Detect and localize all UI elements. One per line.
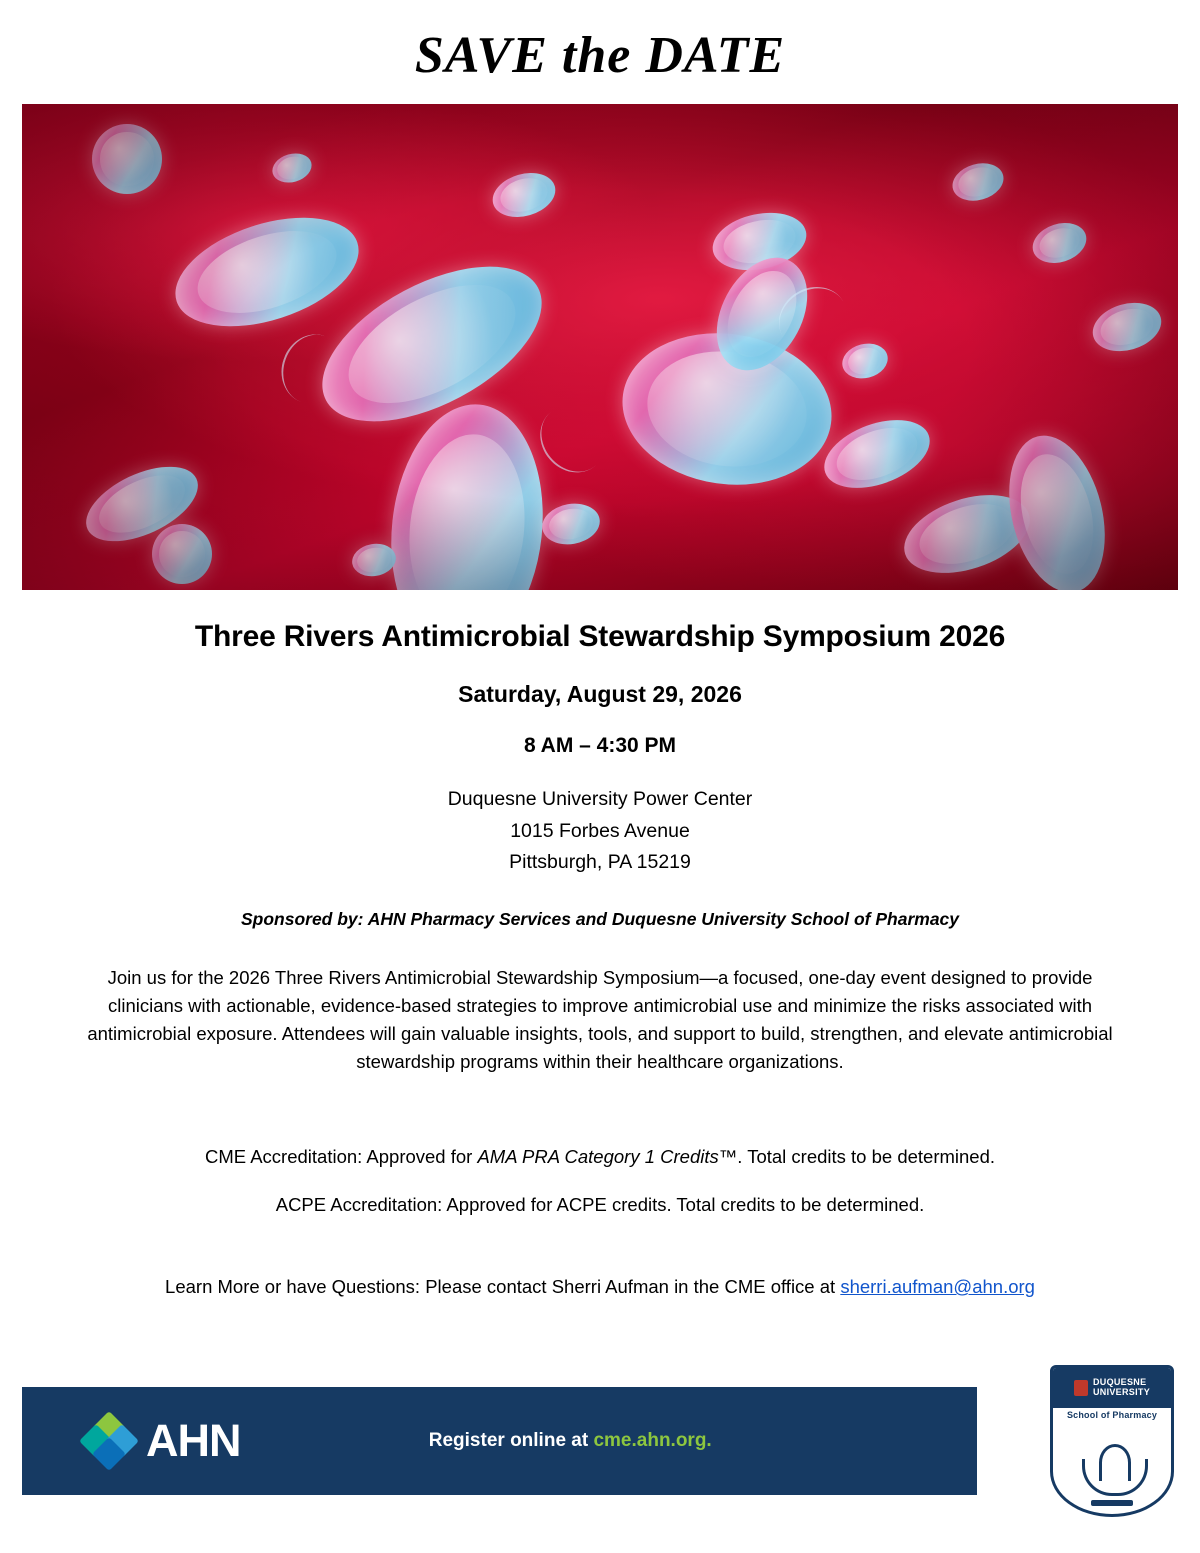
hero-image bbox=[22, 104, 1178, 590]
event-time: 8 AM – 4:30 PM bbox=[523, 734, 677, 757]
event-venue bbox=[58, 784, 1142, 879]
venue-street: 1015 Forbes Avenue bbox=[510, 819, 690, 842]
page-title: SAVE the DATE bbox=[414, 27, 786, 84]
hero-vignette bbox=[22, 104, 1178, 590]
duquesne-school: School of Pharmacy bbox=[1066, 1410, 1158, 1420]
venue-name: Duquesne University Power Center bbox=[447, 788, 753, 810]
cme-credit-name: AMA PRA Category 1 Credits™ bbox=[477, 1146, 738, 1168]
duquesne-name bbox=[1053, 1368, 1171, 1408]
duquesne-crest-icon bbox=[1074, 1380, 1088, 1396]
bowl-of-hygieia-icon bbox=[1075, 1444, 1149, 1506]
cme-prefix: CME Accreditation: Approved for bbox=[204, 1146, 478, 1168]
duquesne-line1: DUQUESNE bbox=[1092, 1377, 1147, 1388]
cme-accreditation bbox=[58, 1146, 1142, 1168]
accreditation-block bbox=[58, 1146, 1142, 1216]
event-title: Three Rivers Antimicrobial Stewardship Symposium 2026 bbox=[194, 620, 1006, 653]
footer bbox=[22, 1377, 1178, 1495]
contact-line bbox=[58, 1276, 1142, 1298]
duquesne-shield bbox=[1050, 1365, 1174, 1517]
acpe-accreditation: ACPE Accreditation: Approved for ACPE credits. Total credits to be determined. bbox=[275, 1194, 925, 1216]
ahn-logo bbox=[84, 1415, 241, 1467]
venue-city: Pittsburgh, PA 15219 bbox=[509, 851, 691, 874]
cme-suffix: . Total credits to be determined. bbox=[737, 1146, 996, 1168]
footer-bar bbox=[22, 1387, 977, 1495]
ahn-diamond-icon bbox=[84, 1416, 134, 1466]
sponsored-by: Sponsored by: AHN Pharmacy Services and Duquesne University School of Pharmacy bbox=[240, 908, 960, 929]
register-prefix: Register online at bbox=[428, 1430, 594, 1451]
register-text[interactable] bbox=[429, 1430, 712, 1452]
contact-lead: Learn More or have Questions: Please contact Sherri Aufman in the CME office at bbox=[165, 1276, 841, 1298]
event-description: Join us for the 2026 Three Rivers Antimicrobial Stewardship Symposium—a focused, one-day event designed to provide clinicians with actionable, evidence-based strategies to improve antimicrobial use and minimize the risks associated with antimicrobial exposure. Attendees will gain valuable insights, tools, and support to build, strengthen, and elevate antimicrobial stewardship programs within their healthcare organizations. bbox=[87, 966, 1113, 1073]
duquesne-line2: UNIVERSITY bbox=[1092, 1387, 1150, 1397]
flyer-content bbox=[0, 620, 1200, 1298]
ahn-wordmark: AHN bbox=[146, 1415, 241, 1466]
event-date: Saturday, August 29, 2026 bbox=[458, 681, 742, 707]
register-url[interactable]: cme.ahn.org. bbox=[593, 1430, 712, 1451]
duquesne-logo bbox=[1050, 1365, 1168, 1511]
contact-email-link[interactable]: sherri.aufman@ahn.org bbox=[840, 1276, 1035, 1298]
